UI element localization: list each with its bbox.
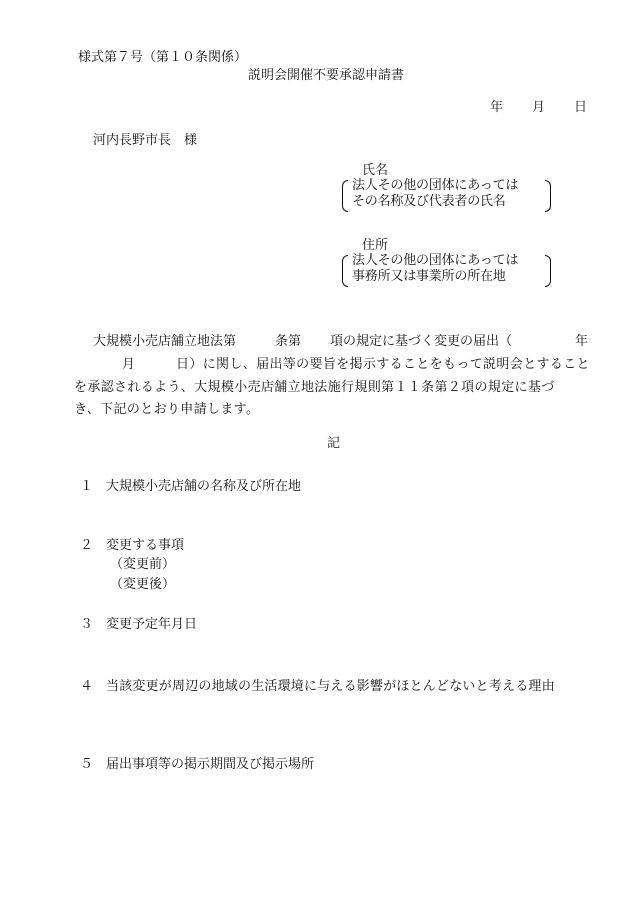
body-line2-b: 日）に関し、届出等の要旨を掲示することをもって説明会とすること xyxy=(176,357,590,372)
item-5-number: ５ xyxy=(80,757,94,772)
address-note-1: 法人その他の団体にあっては xyxy=(352,253,519,268)
body-line1-b: 条第 xyxy=(275,334,302,349)
address-right-bracket xyxy=(545,255,551,287)
ki-heading: 記 xyxy=(327,436,341,451)
item-2-number: ２ xyxy=(80,538,94,553)
item-2-text: 変更する事項 xyxy=(106,538,185,553)
name-label: 氏名 xyxy=(362,163,389,178)
body-line2-a: 月 xyxy=(122,357,136,372)
address-label: 住所 xyxy=(362,238,389,253)
body-line1-a: 大規模小売店舗立地法第 xyxy=(93,334,237,349)
address-left-bracket xyxy=(342,255,348,287)
document-title: 説明会開催不要承認申請書 xyxy=(248,68,405,83)
date-day: 日 xyxy=(574,100,588,115)
item-3-number: ３ xyxy=(80,617,94,632)
date-year: 年 xyxy=(490,100,504,115)
name-note-2: その名称及び代表者の氏名 xyxy=(352,194,506,209)
date-month: 月 xyxy=(532,100,546,115)
name-right-bracket xyxy=(545,180,551,212)
body-line3: を承認されるよう、大規模小売店舗立地法施行規則第１１条第２項の規定に基づ xyxy=(74,380,555,395)
item-4-text: 当該変更が周辺の地域の生活環境に与える影響がほとんどないと考える理由 xyxy=(106,679,555,694)
name-left-bracket xyxy=(342,180,348,212)
item-1-text: 大規模小売店舗の名称及び所在地 xyxy=(106,479,302,494)
body-line4: き、下記のとおり申請します。 xyxy=(74,402,260,417)
item-2-before: （変更前） xyxy=(110,557,176,572)
item-1-number: １ xyxy=(80,479,94,494)
body-line1-c: 項の規定に基づく変更の届出（ xyxy=(330,334,513,349)
name-note-1: 法人その他の団体にあっては xyxy=(352,178,519,193)
item-2-after: （変更後） xyxy=(110,577,176,592)
address-note-2: 事務所又は事業所の所在地 xyxy=(352,269,506,284)
form-number: 様式第７号（第１０条関係） xyxy=(78,50,248,65)
body-line1-d: 年 xyxy=(575,334,589,349)
addressee: 河内長野市長 様 xyxy=(93,133,198,148)
item-3-text: 変更予定年月日 xyxy=(106,617,198,632)
item-5-text: 届出事項等の掲示期間及び掲示場所 xyxy=(106,757,315,772)
item-4-number: ４ xyxy=(80,679,94,694)
